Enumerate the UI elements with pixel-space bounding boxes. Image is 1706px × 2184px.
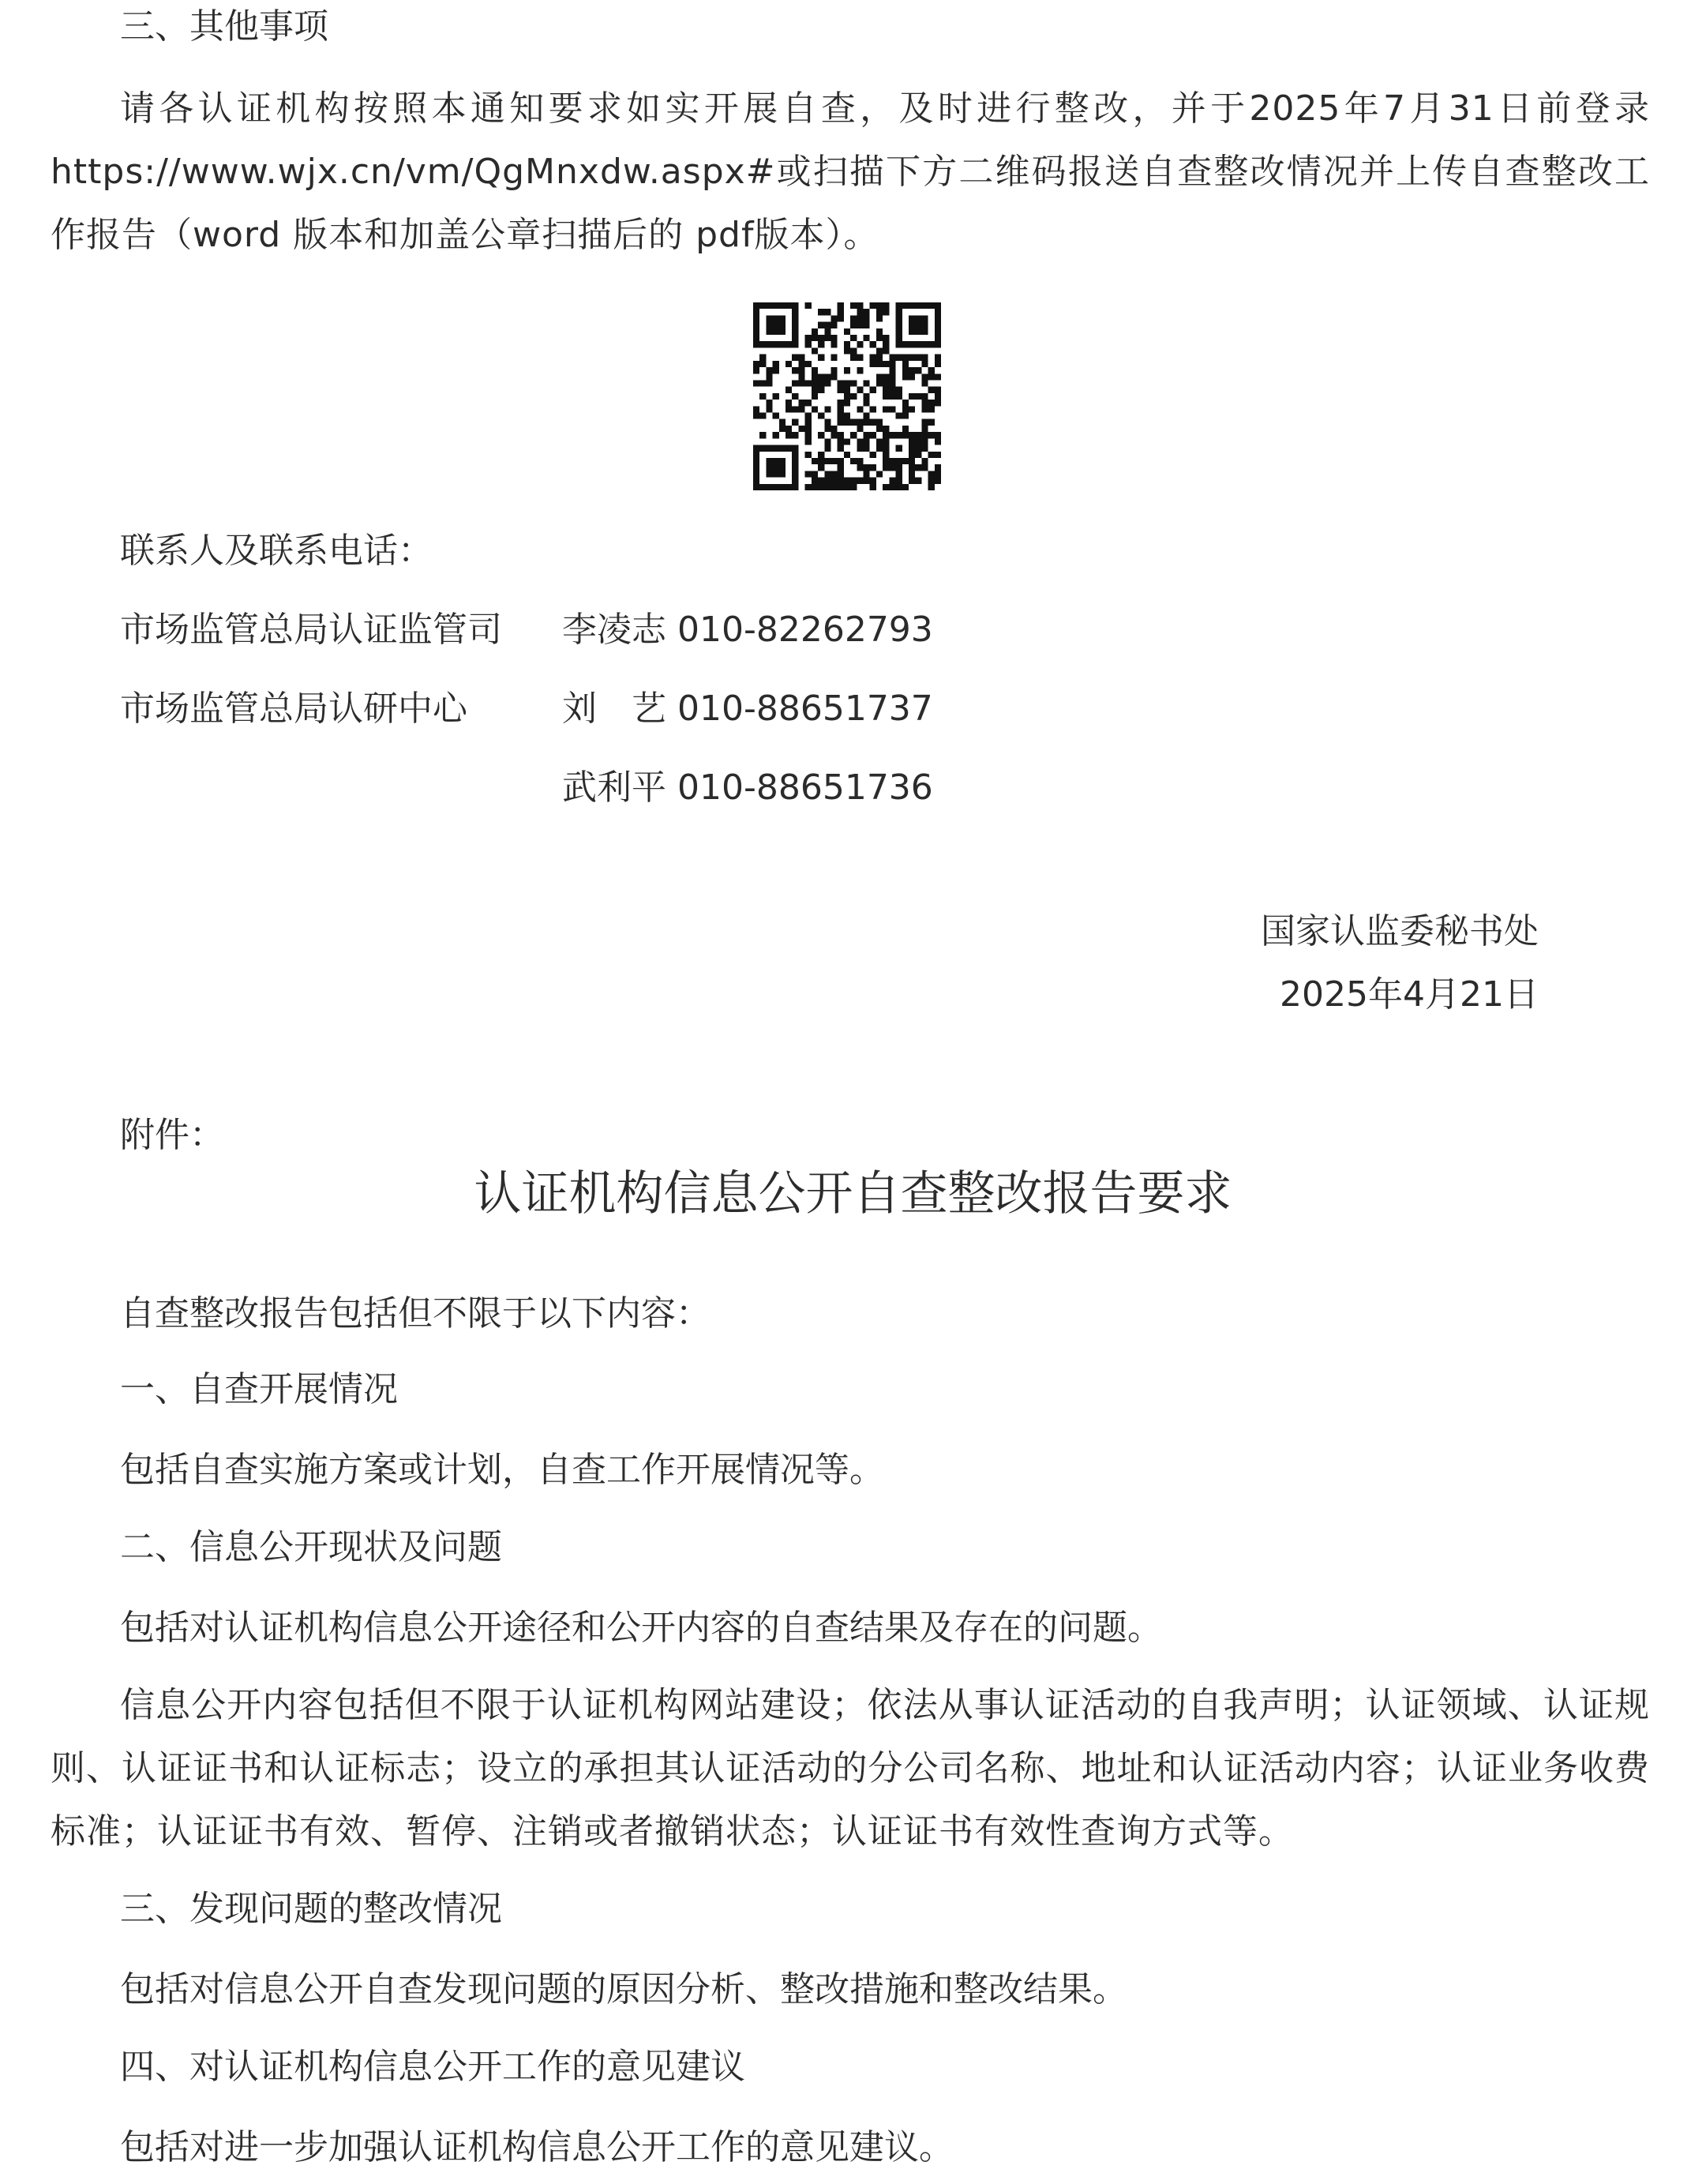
attachment-label: 附件： [120, 1115, 224, 1155]
contact-person: 李凌志 010-82262793 [562, 610, 933, 650]
contact-org: 市场监管总局认研中心 [120, 689, 467, 729]
section-body-self-check-instructions: 请各认证机构按照本通知要求如实开展自查，及时进行整改，并于2025年7月31日前登录https://www.wjx.cn/vm/QgMnxdw.aspx#或扫描下方二维码报送自查整改情况并上传自查整改工作报告（word 版本和加盖公章扫描后的 pdf版本）。 [51, 88, 1650, 255]
contact-person: 刘 艺 010-88651737 [562, 689, 933, 729]
signature-date: 2025年4月21日 [1280, 974, 1539, 1015]
item-body: 包括对信息公开自查发现问题的原因分析、整改措施和整改结果。 [120, 1969, 1127, 2010]
item-body: 包括自查实施方案或计划，自查工作开展情况等。 [120, 1450, 884, 1490]
item-heading: 二、信息公开现状及问题 [120, 1527, 502, 1567]
item-body: 包括对进一步加强认证机构信息公开工作的意见建议。 [120, 2127, 954, 2167]
item-heading: 一、自查开展情况 [120, 1369, 398, 1409]
item-heading: 三、发现问题的整改情况 [120, 1889, 502, 1929]
contact-org: 市场监管总局认证监管司 [120, 610, 502, 650]
section-heading-other-matters: 三、其他事项 [120, 6, 328, 47]
attachment-intro: 自查整改报告包括但不限于以下内容： [120, 1293, 711, 1334]
attachment-title: 认证机构信息公开自查整改报告要求 [474, 1166, 1232, 1221]
item-heading: 四、对认证机构信息公开工作的意见建议 [120, 2047, 745, 2087]
item-body: 包括对认证机构信息公开途径和公开内容的自查结果及存在的问题。 [120, 1608, 1162, 1648]
qr-code-icon[interactable] [753, 302, 941, 490]
contact-person: 武利平 010-88651736 [562, 767, 933, 808]
signature-office: 国家认监委秘书处 [1261, 911, 1539, 951]
contacts-label: 联系人及联系电话： [120, 531, 433, 571]
item-body-disclosure-scope: 信息公开内容包括但不限于认证机构网站建设；依法从事认证活动的自我声明；认证领域、认证规则、认证证书和认证标志；设立的承担其认证活动的分公司名称、地址和认证活动内容；认证业务收费标准；认证证书有效、暂停、注销或者撤销状态；认证证书有效性查询方式等。 [51, 1685, 1650, 1852]
